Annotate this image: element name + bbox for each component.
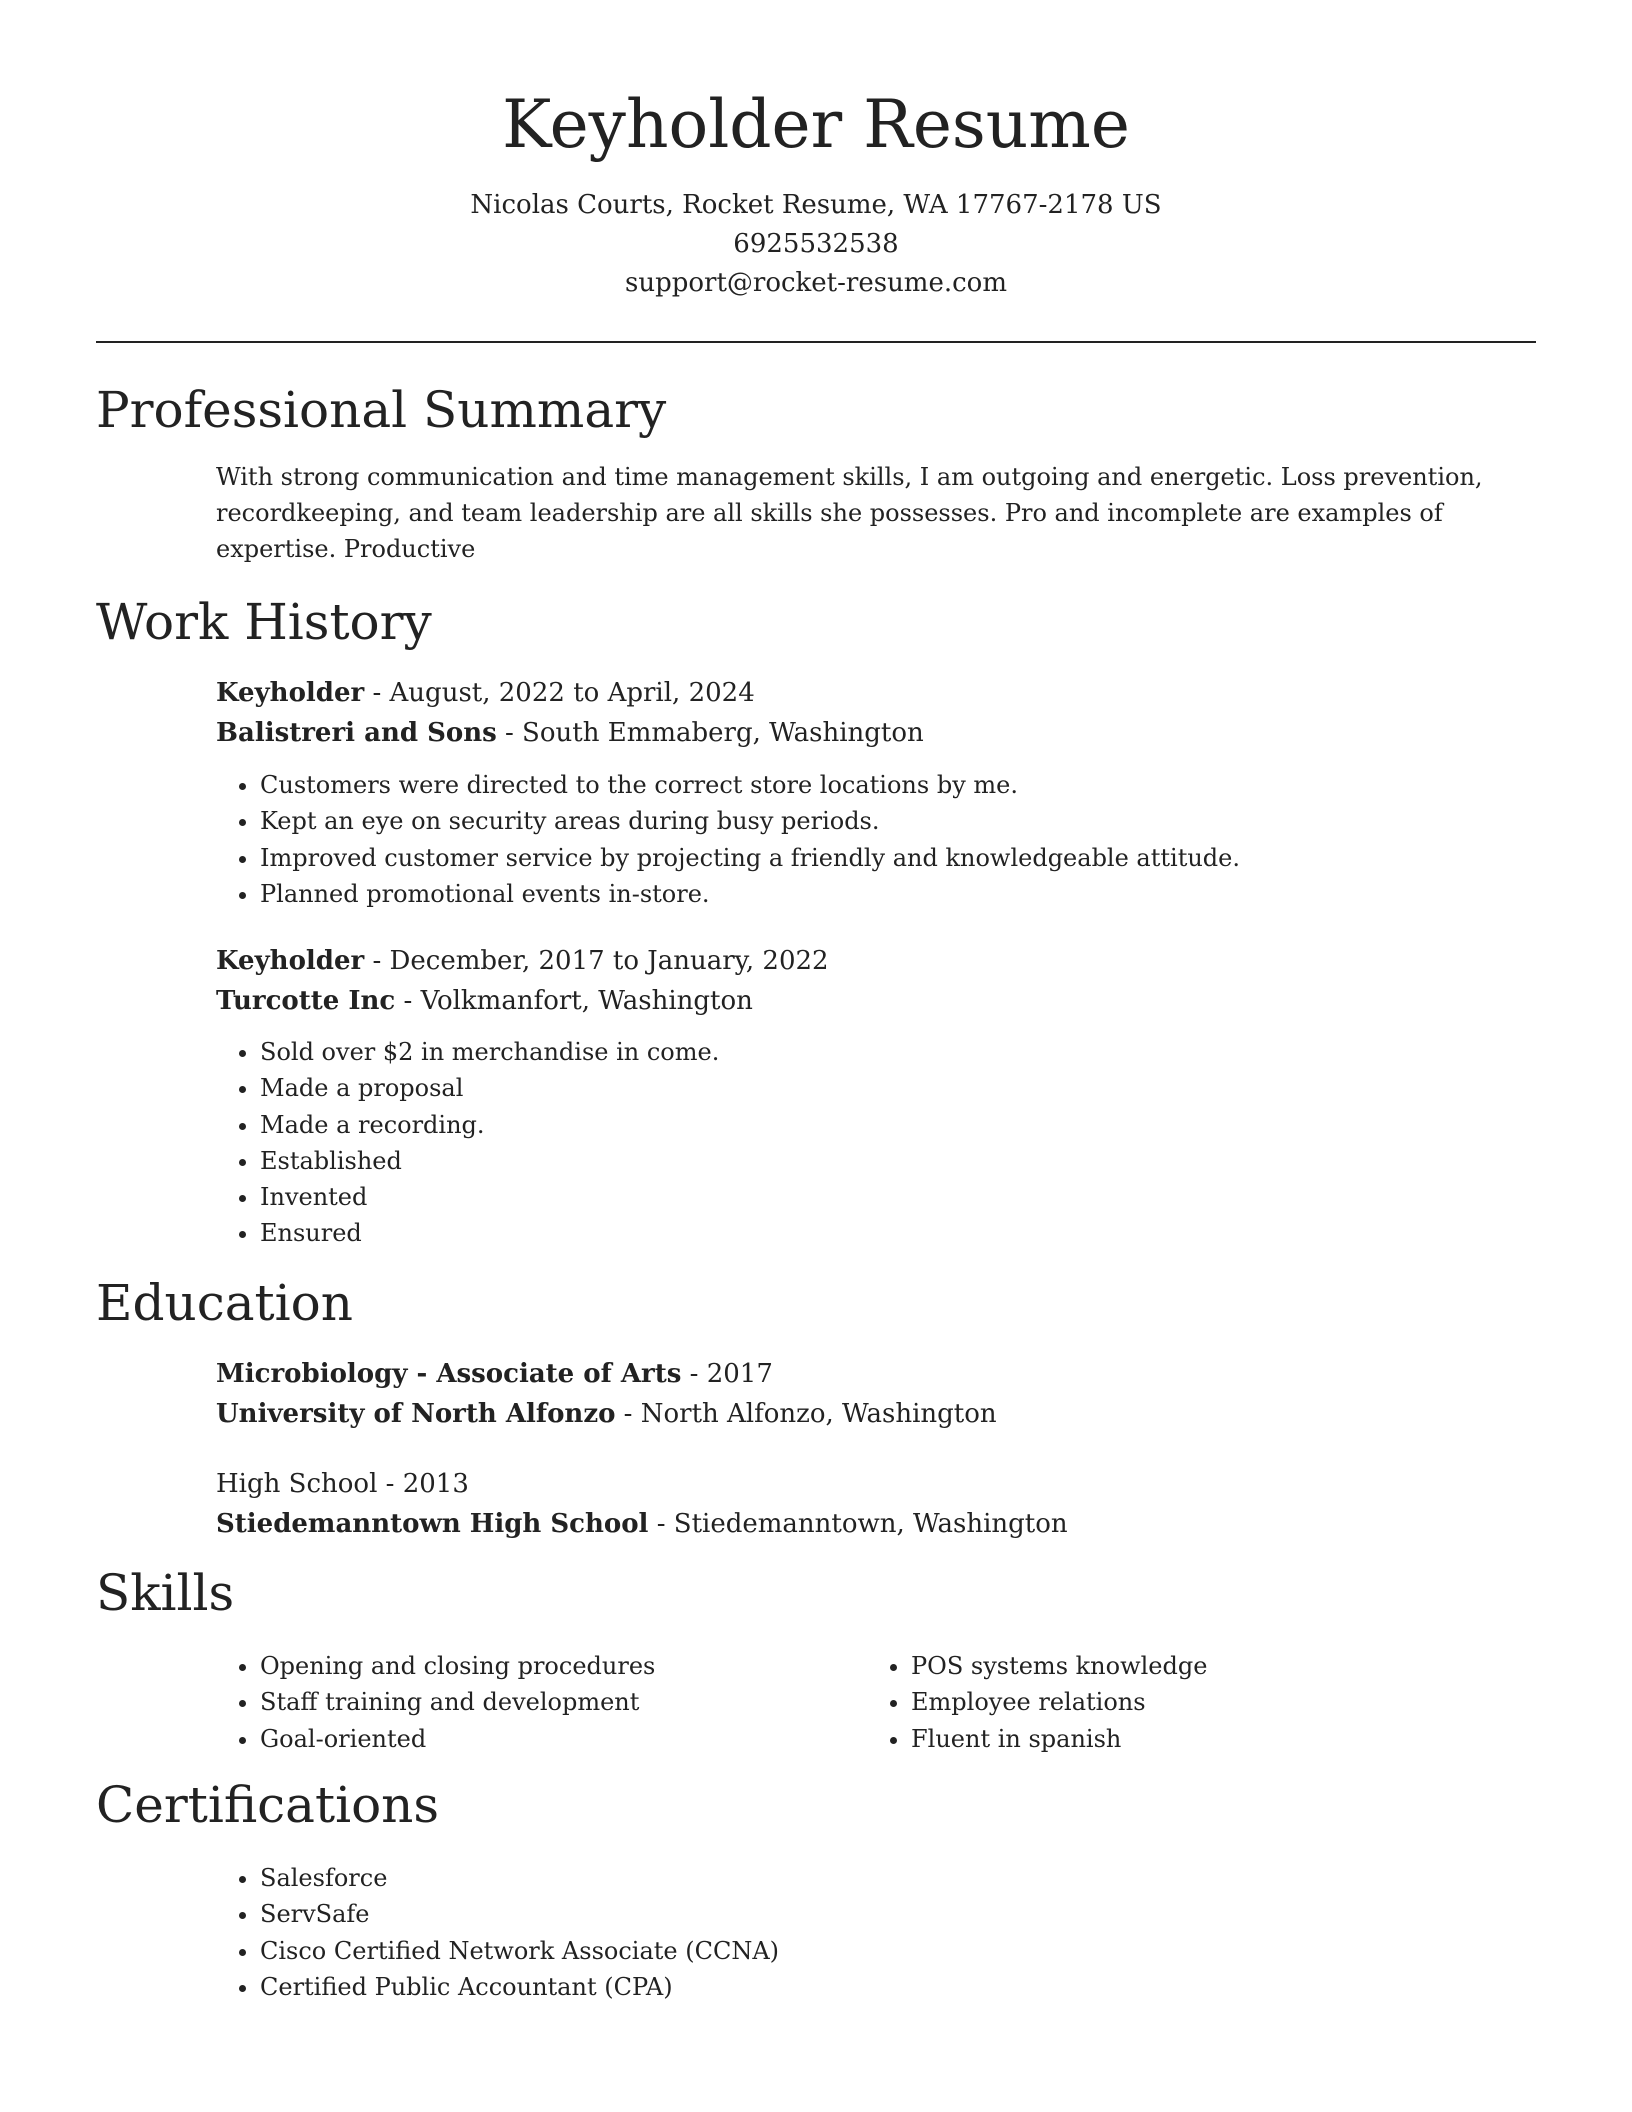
education-location: - Stiedemanntown, Washington [648, 1509, 1068, 1539]
skills-list-left [216, 1648, 655, 1757]
list-item: • Made a recording. [260, 1107, 719, 1143]
resume-header [96, 80, 1536, 303]
contact-email: support@rocket-resume.com [624, 268, 1007, 298]
list-item: • Employee relations [911, 1684, 1207, 1720]
list-item: • Goal-oriented [260, 1721, 655, 1757]
list-item: • Opening and closing procedures [260, 1648, 655, 1684]
education-year: High School - 2013 [216, 1469, 469, 1499]
job-duties-list [216, 767, 1240, 912]
job-title: Keyholder [216, 678, 365, 708]
education-heading: Education [96, 1274, 353, 1332]
job-title-line [216, 941, 829, 981]
list-item: • Improved customer service by projecting a friendly and knowledgeable attitude. [260, 840, 1240, 876]
job-duties-list [216, 1034, 719, 1252]
list-item: • Established [260, 1143, 719, 1179]
education-school: Stiedemanntown High School [216, 1509, 649, 1539]
job-location: - Volkmanfort, Washington [395, 986, 753, 1016]
resume-title: Keyholder Resume [502, 86, 1130, 163]
job-title: Keyholder [216, 946, 365, 976]
summary-heading: Professional Summary [96, 381, 667, 439]
job-title-line [216, 673, 755, 713]
certifications-list [216, 1860, 779, 2005]
education-location: - North Alfonzo, Washington [615, 1399, 997, 1429]
education-school: University of North Alfonzo [216, 1399, 616, 1429]
list-item: • Planned promotional events in-store. [260, 876, 1240, 912]
education-degree-line [216, 1464, 469, 1504]
list-item: • ServSafe [260, 1896, 779, 1932]
list-item: • Salesforce [260, 1860, 779, 1896]
education-school-line [216, 1504, 1068, 1544]
job-company: Turcotte Inc [216, 986, 396, 1016]
list-item: • Made a proposal [260, 1070, 719, 1106]
education-year: - 2017 [681, 1359, 773, 1389]
job-company: Balistreri and Sons [216, 718, 497, 748]
header-divider [96, 341, 1536, 343]
job-location: - South Emmaberg, Washington [496, 718, 924, 748]
job-company-line [216, 713, 924, 753]
list-item: • Customers were directed to the correct store locations by me. [260, 767, 1240, 803]
skills-heading: Skills [96, 1564, 235, 1622]
education-degree: Microbiology - Associate of Arts [216, 1359, 682, 1389]
job-dates: - August, 2022 to April, 2024 [364, 678, 755, 708]
summary-text: With strong communication and time management skills, I am outgoing and energetic. Loss prevention, recordkeeping, and team leadership are all skills she possesses. Pro and incomplete are examples of expertise. Productive [216, 463, 1483, 563]
contact-address: Nicolas Courts, Rocket Resume, WA 17767-2178 US [470, 190, 1162, 220]
job-dates: - December, 2017 to January, 2022 [364, 946, 829, 976]
work-history-heading: Work History [96, 593, 432, 651]
list-item: • POS systems knowledge [911, 1648, 1207, 1684]
job-company-line [216, 981, 753, 1021]
list-item: • Fluent in spanish [911, 1721, 1207, 1757]
list-item: • Invented [260, 1179, 719, 1215]
list-item: • Ensured [260, 1215, 719, 1251]
education-degree-line [216, 1354, 773, 1394]
education-school-line [216, 1394, 997, 1434]
list-item: • Sold over $2 in merchandise in come. [260, 1034, 719, 1070]
certifications-heading: Certifications [96, 1776, 440, 1834]
list-item: • Cisco Certified Network Associate (CCNA) [260, 1933, 779, 1969]
list-item: • Staff training and development [260, 1684, 655, 1720]
list-item: • Certified Public Accountant (CPA) [260, 1969, 779, 2005]
list-item: • Kept an eye on security areas during busy periods. [260, 803, 1240, 839]
skills-list-right [867, 1648, 1207, 1757]
contact-phone: 6925532538 [733, 229, 899, 259]
